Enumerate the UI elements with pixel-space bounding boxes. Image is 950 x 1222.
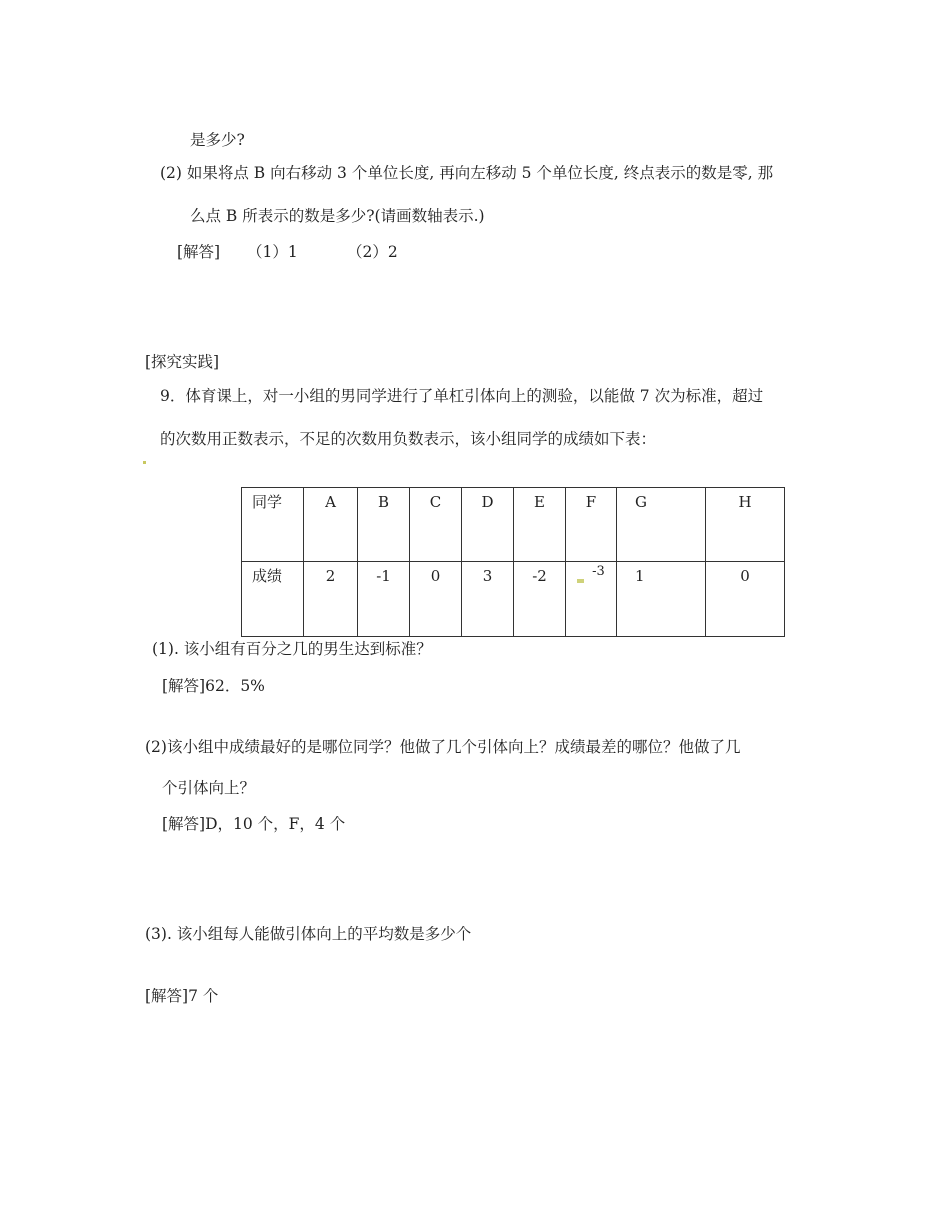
table-row-students xyxy=(242,488,785,562)
table-row-scores xyxy=(242,562,785,637)
table-cell-student: B xyxy=(358,488,410,562)
table-cell-student: D xyxy=(462,488,514,562)
table-cell-student: E xyxy=(514,488,566,562)
sub-question-1: (1). 该小组有百分之几的男生达到标准？ xyxy=(152,640,432,658)
table-cell-label: 同学 xyxy=(242,488,304,562)
sub-answer-1: [解答]62．5% xyxy=(162,677,265,695)
table-cell-score: -2 xyxy=(514,562,566,637)
table-cell-score: 0 xyxy=(410,562,462,637)
question-9-line1: 9．体育课上，对一小组的男同学进行了单杠引体向上的测验，以能做 7 次为标准，超过 xyxy=(160,387,764,405)
text-line-2: (2) 如果将点 B 向右移动 3 个单位长度, 再向左移动 5 个单位长度, 终点表示的数是零, 那 xyxy=(160,164,774,182)
table-cell-score: 0 xyxy=(706,562,785,637)
answer-8-part1: （1）1 xyxy=(247,243,298,261)
table-cell-student: H xyxy=(706,488,785,562)
section-heading: [探究实践] xyxy=(145,353,220,371)
sub-question-2-line2: 个引体向上？ xyxy=(162,779,256,797)
table-cell-score: 3 xyxy=(462,562,514,637)
answer-8-part2: （2）2 xyxy=(347,243,398,261)
scores-table xyxy=(241,487,785,637)
table-cell-label: 成绩 xyxy=(242,562,304,637)
question-9-line2: 的次数用正数表示，不足的次数用负数表示，该小组同学的成绩如下表： xyxy=(160,430,657,448)
score-f-value: -3 xyxy=(592,564,605,579)
table-cell-score: 2 xyxy=(304,562,358,637)
table-cell-score: -1 xyxy=(358,562,410,637)
table-cell-student: A xyxy=(304,488,358,562)
decor-dot xyxy=(143,461,146,464)
sub-answer-2: [解答]D，10 个，F，4 个 xyxy=(162,815,346,833)
table-cell-student: G xyxy=(617,488,706,562)
sub-answer-3: [解答]7 个 xyxy=(145,987,219,1005)
table-cell-score-f xyxy=(566,562,617,637)
text-line-3: 么点 B 所表示的数是多少?(请画数轴表示.) xyxy=(190,207,485,225)
highlight-mark xyxy=(577,579,584,583)
table-cell-student: C xyxy=(410,488,462,562)
sub-question-3: (3). 该小组每人能做引体向上的平均数是多少个 xyxy=(145,925,472,943)
sub-question-2-line1: (2)该小组中成绩最好的是哪位同学？他做了几个引体向上？成绩最差的哪位？他做了几 xyxy=(145,738,741,756)
table-cell-score: 1 xyxy=(617,562,706,637)
answer-label-8: [解答] xyxy=(177,243,221,261)
text-line-1: 是多少? xyxy=(190,131,245,149)
table-cell-student: F xyxy=(566,488,617,562)
